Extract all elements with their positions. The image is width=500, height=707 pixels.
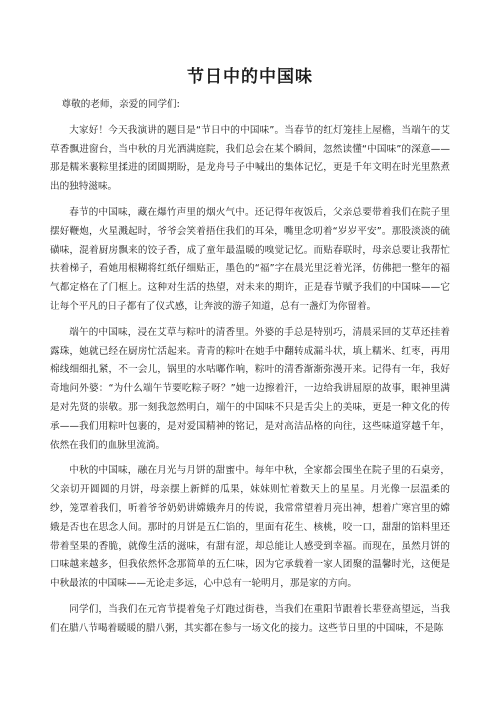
paragraph-mid-autumn: 中秋的中国味，融在月光与月饼的甜蜜中。每年中秋，全家都会围坐在院子里的石桌旁，父亲切开圆圆的月饼，母亲摆上新鲜的瓜果，妹妹则忙着数天上的星星。月光像一层温柔的纱，笼罩着我们，听着爷爷奶奶讲嫦娥奔月的传说，我常常望着月亮出神，想着广寒宫里的嫦娥是否也在思念人间。那时的月饼是五仁馅的，里面有花生、核桃，咬一口，甜甜的馅料里还带着坚果的香脆，就像生活的滋味，有甜有涩，却总能让人感受到幸福。而现在，虽然月饼的口味越来越多，但我依然怀念那简单的五仁味，因为它承载着一家人团聚的温馨时光，这便是中秋最浓的中国味——无论走多远，心中总有一轮明月，那是家的方向。 — [50, 465, 450, 590]
speech-body — [50, 96, 450, 646]
paragraph-dragon-boat: 端午的中国味，浸在艾草与粽叶的清香里。外婆的手总是特别巧，清晨采回的艾草还挂着露珠，她就已经在厨房忙活起来。青青的粽叶在她手中翻转成漏斗状，填上糯米、红枣，再用棉线细细扎紧，不一会儿，锅里的水咕嘟作响，粽叶的清香渐渐弥漫开来。记得有一年，我好奇地问外婆：“为什么端午节要吃粽子呀？”她一边擦着汗，一边给我讲屈原的故事，眼神里满是对先贤的崇敬。那一刻我忽然明白，端午的中国味不只是舌尖上的美味，更是一种文化的传承——我们用粽叶包裹的，是对爱国精神的铭记，是对高洁品格的向往，这些味道穿越千年，依然在我们的血脉里流淌。 — [50, 326, 450, 451]
salutation: 尊敬的老师，亲爱的同学们: — [61, 99, 180, 110]
paragraph-intro: 大家好！今天我演讲的题目是“节日中的中国味”。当春节的红灯笼挂上屋檐，当端午的艾草香飘进窗台，当中秋的月光洒满庭院，我们总会在某个瞬间，忽然读懂“中国味”的深意——那是糯米裹粽里揉进的团圆期盼，是龙舟号子中喊出的集体记忆，更是千年文明在时光里熬煮出的独特滋味。 — [50, 124, 450, 193]
page-title: 节日中的中国味 — [187, 67, 313, 87]
paragraph-closing: 同学们，当我们在元宵节提着兔子灯跑过街巷，当我们在重阳节跟着长辈登高望远，当我们在腊八节喝着暖暖的腊八粥，其实都在参与一场文化的接力。这些节日里的中国味，不是陈 — [50, 603, 450, 634]
paragraph-spring-festival: 春节的中国味，藏在爆竹声里的烟火气中。还记得年夜饭后，父亲总要带着我们在院子里摆好鞭炮，火星溅起时，爷爷会笑着捂住我们的耳朵，嘴里念叨着“岁岁平安”。那股淡淡的硫磺味，混着厨房飘来的饺子香，成了童年最温暖的嗅觉记忆。而贴春联时，母亲总要让我帮忙扶着梯子，看她用根糊将红纸仔细贴正，墨色的“福”字在晨光里泛着光泽，仿佛把一整年的福气都定格在了门框上。这种对生活的热望，对未来的期许，正是春节赋予我们的中国味——它让每个平凡的日子都有了仪式感，让奔波的游子知道，总有一盏灯为你留着。 — [50, 206, 450, 312]
